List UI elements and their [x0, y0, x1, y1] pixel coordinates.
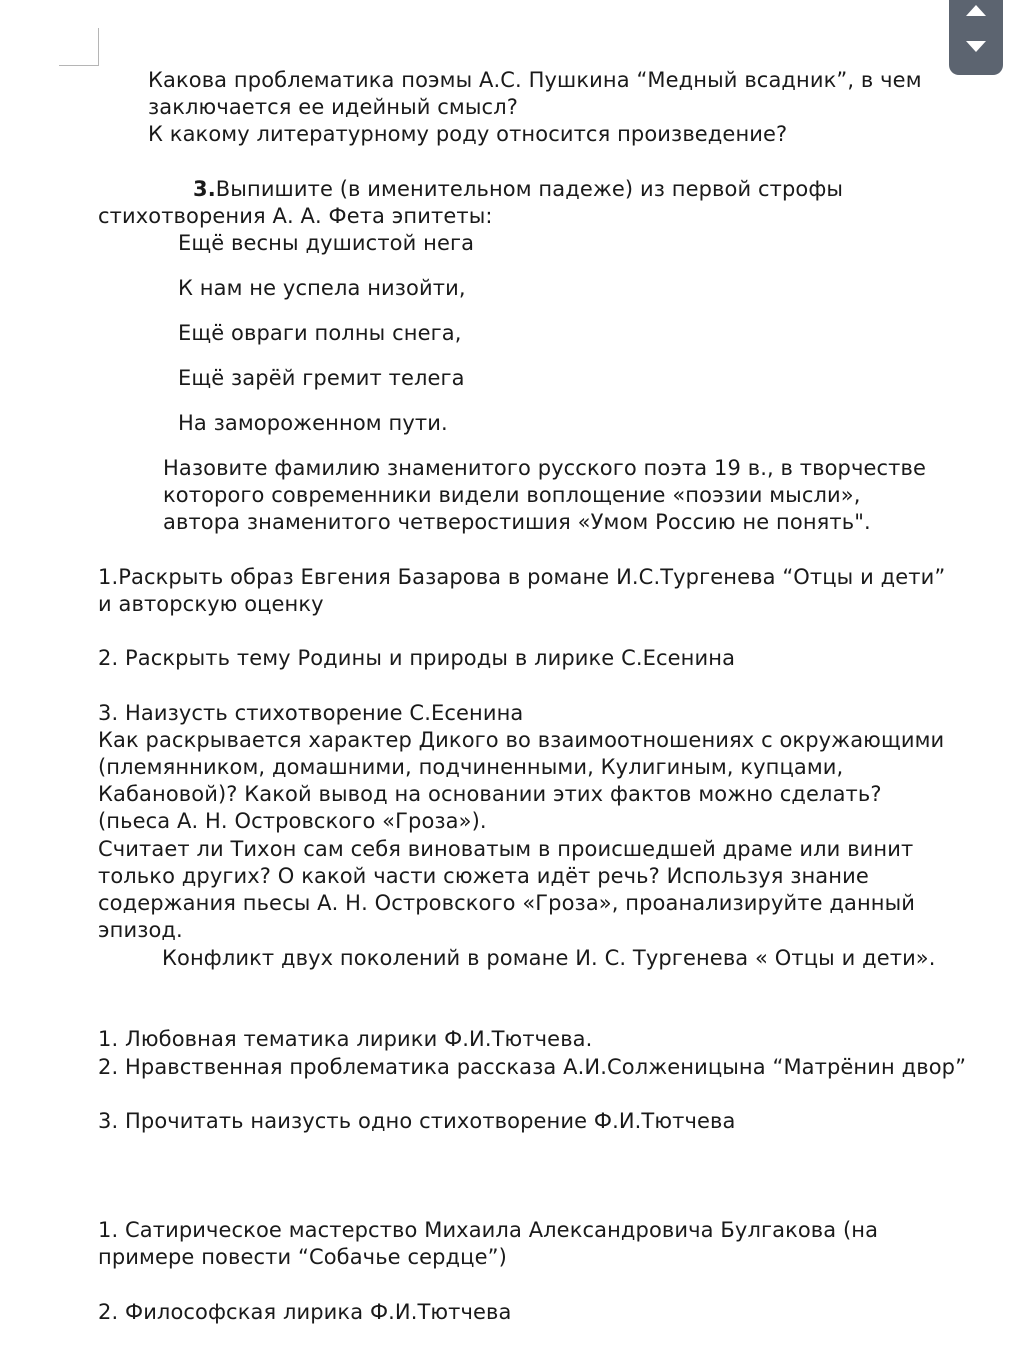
text-line: примере повести “Собачье сердце”)	[98, 1245, 507, 1269]
text-line: Кабановой)? Какой вывод на основании этих фактов можно сделать?	[98, 782, 882, 806]
poem-line: К нам не успела низойти,	[178, 276, 466, 300]
triangle-up-icon	[966, 5, 986, 16]
text-line: 1. Любовная тематика лирики Ф.И.Тютчева.	[98, 1027, 593, 1051]
text-line: 3. Прочитать наизусть одно стихотворение Ф.И.Тютчева	[98, 1109, 736, 1133]
text-line: эпизод.	[98, 918, 183, 942]
page-navigation	[949, 0, 1003, 75]
text-line: 2. Раскрыть тему Родины и природы в лирике С.Есенина	[98, 646, 736, 670]
text-line: которого современники видели воплощение «поэзии мысли»,	[163, 483, 861, 507]
question-number: 3.	[193, 177, 216, 201]
poem-line: Ещё зарёй гремит телега	[178, 366, 465, 390]
text-line: стихотворения А. А. Фета эпитеты:	[98, 204, 493, 228]
next-page-button[interactable]	[949, 28, 1003, 64]
text-line: заключается ее идейный смысл?	[148, 95, 518, 119]
text-line: (племянником, домашними, подчиненными, Кулигиным, купцами,	[98, 755, 844, 779]
triangle-down-icon	[966, 41, 986, 52]
text-line: 3. Наизусть стихотворение С.Есенина	[98, 701, 524, 725]
text-line: К какому литературному роду относится произведение?	[148, 122, 788, 146]
text-line: 1. Сатирическое мастерство Михаила Александровича Булгакова (на	[98, 1218, 879, 1242]
text-line: содержания пьесы А. Н. Островского «Гроза», проанализируйте данный	[98, 891, 916, 915]
text-line: 1.Раскрыть образ Евгения Базарова в романе И.С.Тургенева “Отцы и дети”	[98, 565, 946, 589]
question-3-line	[193, 176, 843, 203]
poem-line: На замороженном пути.	[178, 411, 448, 435]
page-margin-mark	[59, 28, 99, 66]
text-line: Конфликт двух поколений в романе И. С. Тургенева « Отцы и дети».	[162, 946, 936, 970]
question-text: Выпишите (в именительном падеже) из первой строфы	[215, 177, 844, 201]
text-line: только других? О какой части сюжета идёт речь? Используя знание	[98, 864, 869, 888]
poem-line: Ещё весны душистой нега	[178, 231, 475, 255]
text-line: Какова проблематика поэмы А.С. Пушкина “Медный всадник”, в чем	[148, 68, 922, 92]
text-line: и авторскую оценку	[98, 592, 324, 616]
poem-line: Ещё овраги полны снега,	[178, 321, 462, 345]
text-line: 2. Философская лирика Ф.И.Тютчева	[98, 1300, 512, 1324]
text-line: (пьеса А. Н. Островского «Гроза»).	[98, 809, 487, 833]
text-line: Считает ли Тихон сам себя виноватым в происшедшей драме или винит	[98, 837, 914, 861]
text-line: 2. Нравственная проблематика рассказа А.И.Солженицына “Матрёнин двор”	[98, 1055, 967, 1079]
text-line: Как раскрывается характер Дикого во взаимоотношениях с окружающими	[98, 728, 945, 752]
text-line: Назовите фамилию знаменитого русского поэта 19 в., в творчестве	[163, 456, 926, 480]
previous-page-button[interactable]	[949, 0, 1003, 28]
text-line: автора знаменитого четверостишия «Умом Россию не понять".	[163, 510, 871, 534]
